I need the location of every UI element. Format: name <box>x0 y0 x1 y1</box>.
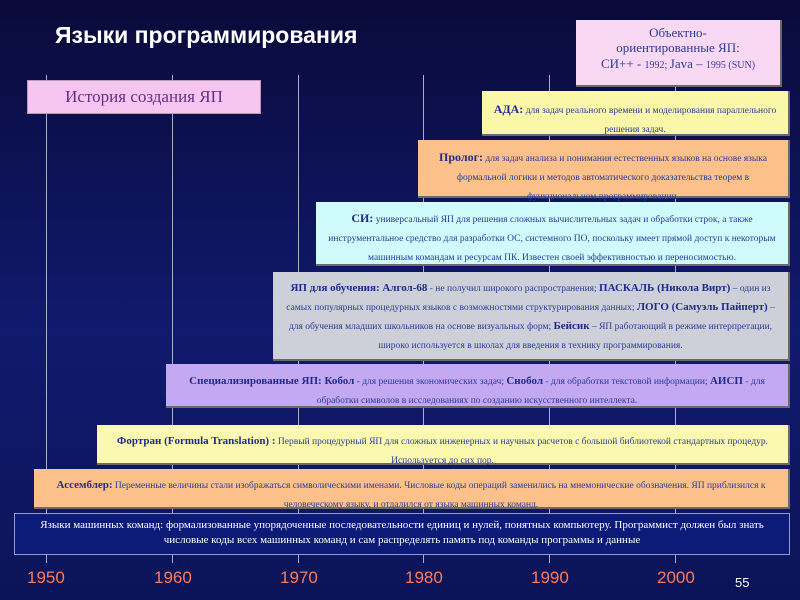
year-label-1950: 1950 <box>27 568 65 587</box>
page-number: 55 <box>735 575 750 590</box>
specialized-languages-box: Специализированные ЯП: Кобол - для решения экономических задач; Снобол - для обработки текстовой информации; АИСП - для обработки символов в исследованиях по созданию искусственного интеллекта. <box>166 364 790 408</box>
fortran-heading: Фортран (Formula Translation) : <box>116 435 276 447</box>
specialized-heading: Специализированные ЯП: Кобол <box>189 375 355 387</box>
machine-text: Языки машинных команд: формализованные упорядоченные последовательности единиц и нулей, понятных компьютеру. Программист должен был знать числовые коды всех машинных команд и сам распределять память под команды программы и данные <box>40 519 764 546</box>
education-heading: ЯП для обучения: Алгол-68 <box>290 282 428 294</box>
history-label: История создания ЯП <box>27 80 261 114</box>
ada-text: для задач реального времени и моделирования параллельного решения задач. <box>523 106 777 135</box>
page-title: Языки программирования <box>55 22 358 48</box>
fortran-box <box>97 425 790 465</box>
prolog-box <box>418 140 790 202</box>
oop-line2: ориентированные ЯП: <box>616 40 740 56</box>
c-language-box <box>316 202 790 266</box>
oop-line3: СИ++ - 1992; Java – 1995 (SUN) <box>600 55 756 71</box>
fortran-text: Первый процедурный ЯП для сложных инженерных и научных расчетов с большой библиотекой стандартных процедур. Используется до сих пор. <box>275 437 769 466</box>
oop-line1: Объектно- <box>649 25 707 40</box>
year-label-1970: 1970 <box>280 568 318 587</box>
assembler-text: Переменные величины стали изображаться символическими именами. Числовые коды операций заменились на мнемонические обозначения. ЯП приблизился к человеческому языку, и отдалился от языка машинных команд. <box>112 481 766 510</box>
c-heading: СИ: <box>351 211 374 225</box>
machine-languages-box <box>14 513 790 555</box>
ada-box <box>482 91 790 136</box>
year-label-1980: 1980 <box>405 568 443 587</box>
oop-languages-box <box>576 20 782 87</box>
assembler-box <box>34 469 790 509</box>
c-text: универсальный ЯП для решения сложных вычислительных задач и обработки строк, а также инструментальное средство для разработки ОС, системного ПО, поскольку имеет прямой доступ к некоторым машинным командам и ресурсам ПК. Известен своей эффективностью и переносимостью. <box>328 215 776 263</box>
prolog-text: для задач анализа и понимания естественных языков на основе языка формальной логики и методов автоматического доказательства теорем в функциональном программировании. <box>456 154 767 202</box>
assembler-heading: Ассемблер: <box>56 479 113 491</box>
prolog-heading: Пролог: <box>439 150 484 164</box>
year-label-2000: 2000 <box>657 568 695 587</box>
education-languages-box: ЯП для обучения: Алгол-68 - не получил широкого распространения; ПАСКАЛЬ (Никола Вирт) – один из самых популярных процедурных языков с возможностями структурирования данных; ЛОГО (Самуэль Пайперт) – для обучения младших школьников на основе визуальных форм; Бейсик – ЯП работающий в режиме интерпретации, широко используется в школах для введения в технику программирования. <box>273 272 790 361</box>
ada-heading: АДА: <box>493 102 524 116</box>
year-label-1960: 1960 <box>154 568 192 587</box>
year-label-1990: 1990 <box>531 568 569 587</box>
